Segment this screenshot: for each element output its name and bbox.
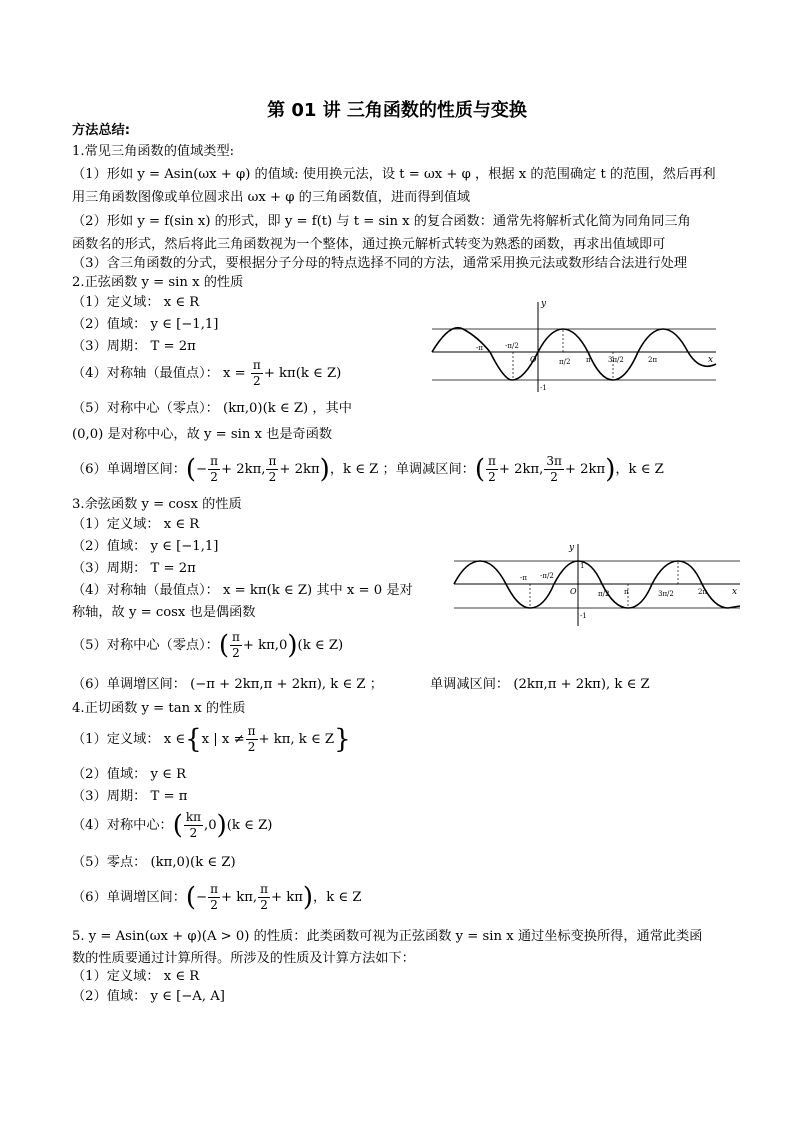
sine-graph bbox=[428, 292, 720, 396]
cos-monotone-dec: 单调减区间： (2kπ,π + 2kπ), k ∈ Z bbox=[430, 677, 650, 692]
paren-close: ) bbox=[319, 454, 330, 485]
frac bbox=[184, 810, 203, 841]
paren-close: ) bbox=[302, 882, 314, 913]
line-2b: 用三角函数图像或单位圆求出 ωx + φ 的三角函数值，进而得到值域 bbox=[72, 190, 471, 205]
general-a: 5. y = Asin(ωx + φ)(A > 0) 的性质：此类函数可视为正弦函数 y = sin x 通过坐标变换所得，通常此类函 bbox=[72, 929, 703, 944]
cos-period: （3）周期： T = 2π bbox=[72, 561, 196, 576]
page-title: 第 01 讲 三角函数的性质与变换 bbox=[267, 100, 527, 121]
frac bbox=[246, 724, 258, 755]
cos-domain: （1）定义域： x ∈ R bbox=[72, 517, 200, 532]
tan-monotone: （6）单调增区间：(− $\frac{\pi}{2}$ + kπ, $\frac{\pi}{2}$ + kπ)，k ∈ Z bbox=[72, 882, 362, 913]
cos-range: （2）值域： y ∈ [−1,1] bbox=[72, 539, 219, 554]
sin-center: （5）对称中心（零点）： (kπ,0)(k ∈ Z) ，其中 bbox=[72, 401, 352, 416]
paren-open: ( bbox=[185, 882, 197, 913]
frac-num: π bbox=[487, 454, 496, 468]
tick-label: -π/2 bbox=[505, 342, 519, 350]
x-label: x bbox=[708, 355, 714, 365]
sin-axis-frac bbox=[251, 358, 263, 389]
paren-open: ( bbox=[172, 810, 183, 841]
frac bbox=[258, 882, 270, 913]
line-2a: （1）形如 y = Asin(ωx + φ) 的值域: 使用换元法，设 t = ωx + φ ，根据 x 的范围确定 t 的范围，然后再利 bbox=[72, 167, 716, 182]
tan-center: （4）对称中心：( $\frac{k\pi}{2}$ ,0)(k ∈ Z) bbox=[72, 810, 273, 841]
frac-den: 2 bbox=[253, 374, 261, 388]
line-4: （3）含三角函数的分式，要根据分子分母的特点选择不同的方法，通常采用换元法或数形结合法进行处理 bbox=[72, 256, 688, 271]
general-range: （2）值域： y ∈ [−A, A] bbox=[72, 989, 225, 1004]
sin-axis bbox=[72, 356, 341, 392]
frac-num: π bbox=[210, 882, 218, 896]
frac-num: π bbox=[268, 454, 277, 468]
frac-den: 2 bbox=[260, 898, 268, 912]
cos-center-pre: （5）对称中心（零点）： bbox=[72, 638, 219, 653]
section-heading: 方法总结: bbox=[72, 123, 131, 138]
line-1: 1.常见三角函数的值域类型: bbox=[72, 144, 235, 159]
frac-num: kπ bbox=[185, 810, 202, 824]
y-label: y bbox=[569, 543, 575, 553]
sin-domain: （1）定义域： x ∈ R bbox=[72, 295, 200, 310]
sin-axis-pre: （4）对称轴（最值点）： x = bbox=[72, 366, 250, 381]
one-label: 1 bbox=[580, 562, 585, 570]
tick-label: 3π/2 bbox=[608, 356, 624, 364]
tick-label: 3π/2 bbox=[658, 590, 674, 598]
general-domain: （1）定义域： x ∈ R bbox=[72, 969, 200, 984]
tan-center-post: (k ∈ Z) bbox=[226, 818, 273, 833]
origin-label: O bbox=[570, 587, 577, 596]
tick-label: 2π bbox=[698, 588, 708, 596]
paren-open: ( bbox=[218, 630, 230, 661]
frac-den: 2 bbox=[550, 470, 558, 484]
frac-num: π bbox=[260, 882, 268, 896]
sin-period: （3）周期： T = 2π bbox=[72, 339, 196, 354]
paren-open: ( bbox=[185, 454, 197, 485]
brace-close: } bbox=[334, 724, 351, 755]
tick-label: π bbox=[624, 588, 629, 596]
frac-num: π bbox=[232, 630, 240, 644]
sin-center-b: (0,0) 是对称中心，故 y = sin x 也是奇函数 bbox=[72, 427, 333, 442]
frac-num: 3π bbox=[546, 454, 562, 468]
tick-label: π/2 bbox=[559, 358, 571, 366]
cosine-graph bbox=[452, 540, 744, 630]
sin-monotone: （6）单调增区间：(− $\frac{\pi}{2}$ + 2kπ, $\frac{\pi}{2}$ + 2kπ)，k ∈ Z ；单调减区间：( $\frac{\pi}{2}$ + 2kπ, $\frac{3\pi}{2}$ + 2kπ)，k ∈ Z bbox=[72, 454, 664, 485]
cos-monotone-inc: （6）单调增区间： (−π + 2kπ,π + 2kπ), k ∈ Z ； bbox=[72, 677, 383, 692]
cos-axis: （4）对称轴（最值点）： x = kπ(k ∈ Z) 其中 x = 0 是对 bbox=[72, 583, 413, 598]
tick-label: -π bbox=[476, 344, 483, 352]
paren-close: ) bbox=[216, 810, 227, 841]
frac-den: 2 bbox=[268, 470, 277, 484]
frac bbox=[486, 454, 498, 485]
frac bbox=[266, 454, 278, 485]
cos-axis-b: 称轴，故 y = cosx 也是偶函数 bbox=[72, 605, 256, 620]
brace-open: { bbox=[185, 724, 202, 755]
frac-num: π bbox=[210, 454, 218, 468]
tick-label: π/2 bbox=[598, 590, 610, 598]
frac-num: π bbox=[252, 358, 261, 372]
sin-heading: 2.正弦函数 y = sin x 的性质 bbox=[72, 275, 244, 290]
tick-label: -π/2 bbox=[540, 572, 554, 580]
sin-axis-post: + kπ(k ∈ Z) bbox=[263, 366, 342, 381]
tan-domain: （1）定义域： x ∈{x | x ≠ $\frac{\pi}{2}$ + kπ, k ∈ Z} bbox=[72, 724, 351, 755]
minus-one-label: -1 bbox=[580, 612, 587, 620]
x-label: x bbox=[732, 587, 738, 597]
tan-range: （2）值域： y ∈ R bbox=[72, 767, 187, 782]
general-b: 数的性质要通过计算所得。所涉及的性质及计算方法如下： bbox=[72, 951, 415, 966]
frac-den: 2 bbox=[210, 470, 218, 484]
tick-label: 2π bbox=[648, 356, 658, 364]
tan-zero: （5）零点： (kπ,0)(k ∈ Z) bbox=[72, 855, 236, 870]
sine-curve bbox=[432, 328, 716, 380]
paren-close: ) bbox=[605, 454, 616, 485]
frac bbox=[208, 454, 220, 485]
tick-label: -π bbox=[520, 574, 527, 582]
tan-domain-pre: （1）定义域： x ∈ bbox=[72, 732, 186, 747]
frac-den: 2 bbox=[247, 740, 256, 754]
tan-mono-pre: （6）单调增区间： bbox=[72, 890, 186, 905]
paren-close: ) bbox=[287, 630, 298, 661]
frac bbox=[230, 630, 242, 661]
origin-label: O bbox=[530, 355, 537, 364]
sin-mono-post: ，k ∈ Z bbox=[615, 462, 664, 477]
cos-center-post: (k ∈ Z) bbox=[297, 638, 344, 653]
sin-mono-pre: （6）单调增区间： bbox=[72, 462, 186, 477]
frac bbox=[544, 454, 564, 485]
tan-mono-post: ，k ∈ Z bbox=[313, 890, 362, 905]
minus-one-label: -1 bbox=[540, 384, 547, 392]
frac-den: 2 bbox=[210, 898, 218, 912]
sin-mono-mid: ，k ∈ Z ；单调减区间： bbox=[329, 462, 475, 477]
frac bbox=[208, 882, 220, 913]
line-3b: 函数名的形式，然后将此三角函数视为一个整体，通过换元解析式转变为熟悉的函数，再求出值域即可 bbox=[72, 237, 666, 252]
tan-heading: 4.正切函数 y = tan x 的性质 bbox=[72, 701, 246, 716]
frac-den: 2 bbox=[488, 470, 496, 484]
tick-label: π bbox=[586, 356, 591, 364]
tan-center-pre: （4）对称中心： bbox=[72, 818, 173, 833]
frac-num: π bbox=[247, 724, 256, 738]
frac-den: 2 bbox=[232, 646, 240, 660]
line-3a: （2）形如 y = f(sin x) 的形式，即 y = f(t) 与 t = sin x 的复合函数：通常先将解析式化简为同角同三角 bbox=[72, 214, 691, 229]
sin-range: （2）值域： y ∈ [−1,1] bbox=[72, 317, 219, 332]
y-label: y bbox=[541, 299, 547, 309]
tan-period: （3）周期： T = π bbox=[72, 789, 188, 804]
frac-den: 2 bbox=[189, 826, 198, 840]
cos-heading: 3.余弦函数 y = cosx 的性质 bbox=[72, 497, 242, 512]
paren-open: ( bbox=[474, 454, 485, 485]
cos-center: （5）对称中心（零点）：( $\frac{\pi}{2}$ + kπ,0)(k ∈ Z) bbox=[72, 630, 344, 661]
